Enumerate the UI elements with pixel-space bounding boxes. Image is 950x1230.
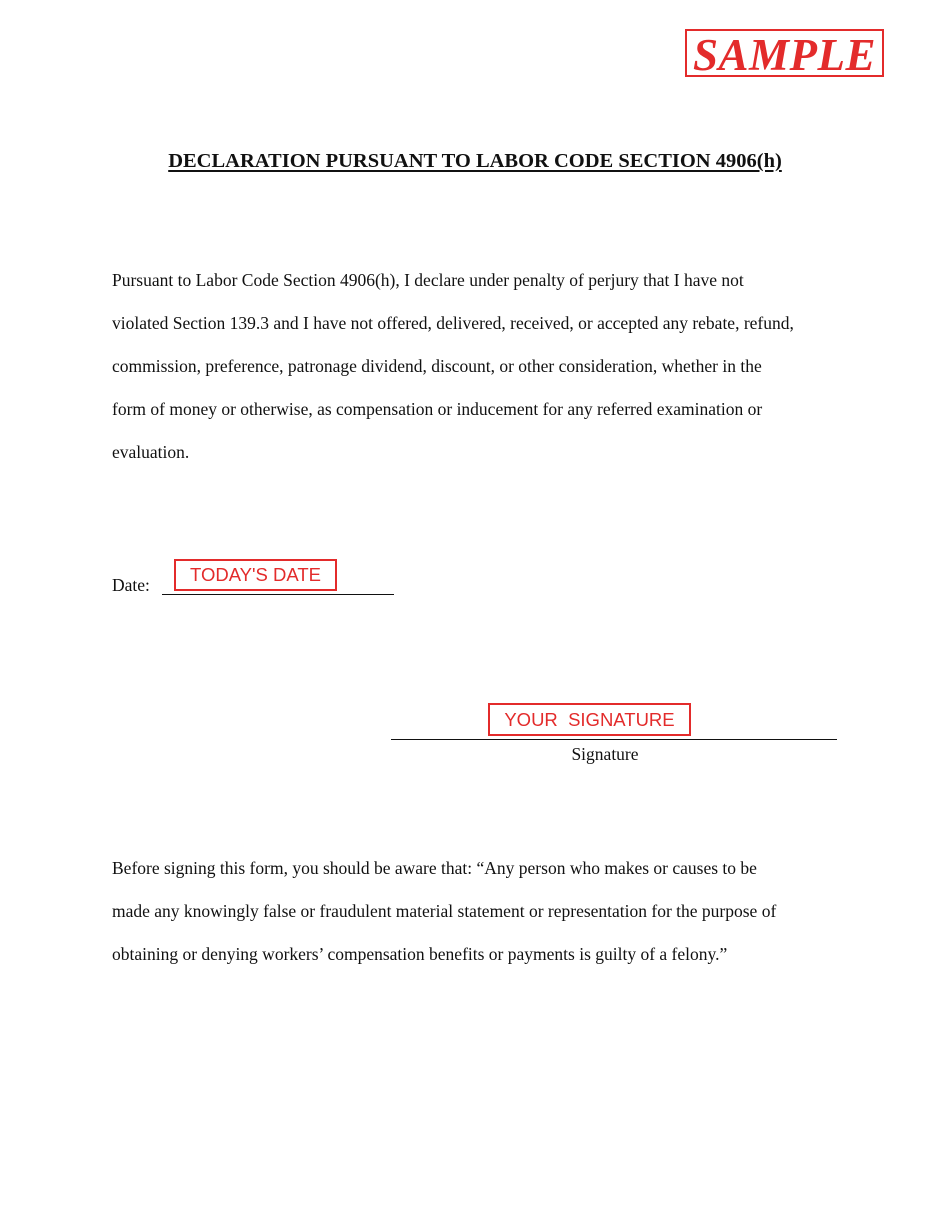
- document-title: DECLARATION PURSUANT TO LABOR CODE SECTION 4906(h): [168, 150, 782, 172]
- signature-underline: [391, 739, 837, 740]
- signature-field[interactable]: YOUR SIGNATURE: [488, 703, 691, 736]
- declaration-line: violated Section 139.3 and I have not offered, delivered, received, or accepted any rebate, refund,: [112, 313, 794, 333]
- declaration-line: Pursuant to Labor Code Section 4906(h), I declare under penalty of perjury that I have not: [112, 270, 744, 290]
- declaration-line: commission, preference, patronage dividend, discount, or other consideration, whether in the: [112, 356, 762, 376]
- declaration-line: evaluation.: [112, 442, 190, 462]
- date-label: Date:: [112, 575, 150, 595]
- sample-stamp: SAMPLE: [685, 29, 884, 77]
- declaration-line: form of money or otherwise, as compensation or inducement for any referred examination or: [112, 399, 763, 419]
- signature-label: Signature: [571, 744, 639, 764]
- warning-paragraph: [112, 858, 847, 987]
- declaration-paragraph: [112, 270, 847, 485]
- warning-line: obtaining or denying workers’ compensation benefits or payments is guilty of a felony.”: [112, 944, 728, 964]
- date-field[interactable]: TODAY'S DATE: [174, 559, 337, 591]
- warning-line: made any knowingly false or fraudulent material statement or representation for the purpose of: [112, 901, 777, 921]
- warning-line: Before signing this form, you should be aware that: “Any person who makes or causes to be: [112, 858, 757, 878]
- date-underline: [162, 594, 394, 595]
